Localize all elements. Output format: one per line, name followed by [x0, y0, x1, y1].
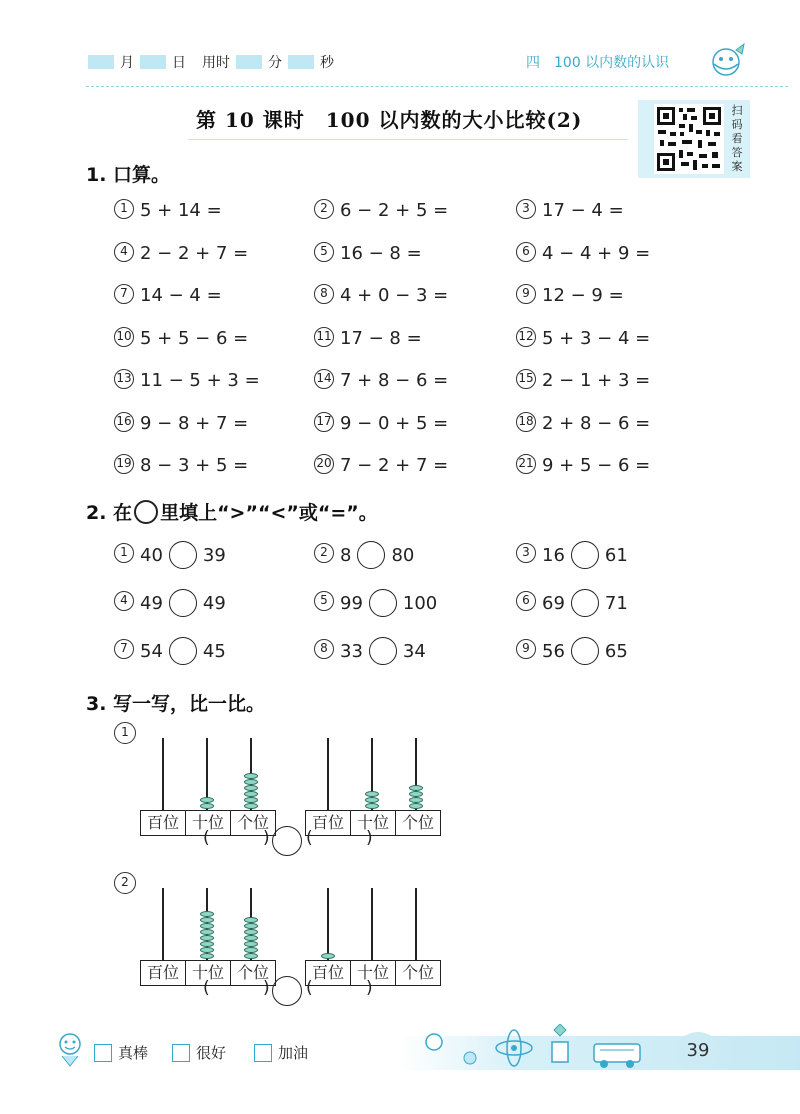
abacus-bead	[409, 785, 423, 791]
compare-right-value: 34	[402, 640, 426, 662]
rating-great[interactable]	[94, 1042, 148, 1063]
abacus-bead	[244, 797, 258, 803]
item-number: 18	[516, 412, 536, 432]
answer-circle[interactable]	[571, 589, 599, 617]
oral-calc-item	[114, 328, 248, 349]
compare-item	[516, 637, 628, 665]
question-2-title	[86, 498, 378, 525]
month-blank[interactable]	[88, 55, 114, 69]
time-used-label: 用时	[202, 55, 230, 71]
abacus-bead	[200, 797, 214, 803]
oral-calc-item	[314, 413, 448, 434]
item-number: 17	[314, 412, 334, 432]
rating-good-label: 很好	[196, 1044, 227, 1062]
abacus-bead	[200, 935, 214, 941]
footer-decoration-icons	[414, 1024, 664, 1070]
expression: 2 + 8 − 6 =	[542, 412, 651, 434]
item-number: 21	[516, 454, 536, 474]
place-value-labels	[305, 810, 441, 836]
qr-caption-char: 案	[731, 160, 743, 173]
place-value-label: 十位	[351, 811, 396, 835]
abacus-left	[140, 726, 276, 836]
abacus-bead	[200, 923, 214, 929]
rating-keep-going[interactable]	[254, 1042, 308, 1063]
qr-caption-char: 码	[731, 118, 743, 131]
day-label: 日	[172, 55, 186, 71]
rating-keep-going-label: 加油	[278, 1044, 309, 1062]
compare-left-value: 69	[542, 592, 565, 614]
expression: 7 + 8 − 6 =	[340, 370, 449, 391]
expression: 9 − 0 + 5 =	[340, 412, 449, 434]
item-number: 6	[516, 242, 536, 262]
page-number: 39	[676, 1032, 720, 1070]
day-blank[interactable]	[140, 55, 166, 69]
abacus-bead	[200, 941, 214, 947]
abacus-rod	[327, 888, 329, 960]
abacus-bead	[365, 803, 379, 809]
expression: 2 − 2 + 7 =	[140, 242, 249, 264]
circle-symbol	[134, 500, 158, 524]
expression: 14 − 4 =	[140, 285, 222, 306]
place-value-label: 十位	[186, 961, 231, 985]
place-value-label: 百位	[141, 961, 186, 985]
oral-calc-item	[516, 243, 650, 264]
abacus-bead	[244, 929, 258, 935]
compare-right-value: 61	[604, 544, 628, 566]
question-2-title-pre: 2. 在	[86, 502, 133, 524]
compare-left-value: 33	[340, 640, 363, 662]
item-number: 3	[516, 543, 536, 563]
abacus-bead	[200, 929, 214, 935]
item-number: 4	[114, 242, 134, 262]
oral-calc-item	[516, 455, 650, 476]
place-value-label: 个位	[401, 813, 434, 832]
compare-item	[314, 541, 414, 569]
lesson-title: 第 10 课时 100 以内数的大小比较(2)	[196, 108, 583, 132]
compare-item	[516, 541, 628, 569]
abacus-bead	[244, 773, 258, 779]
item-number: 2	[314, 543, 334, 563]
compare-right-value: 100	[402, 592, 438, 614]
abacus-bead	[365, 797, 379, 803]
place-value-label: 个位	[236, 813, 269, 832]
answer-paren-open: (	[306, 828, 313, 848]
answer-circle[interactable]	[571, 541, 599, 569]
expression: 17 − 4 =	[542, 200, 624, 221]
answer-circle[interactable]	[169, 637, 197, 665]
answer-circle[interactable]	[169, 589, 197, 617]
item-number: 1	[114, 199, 134, 219]
oral-calc-item	[114, 455, 248, 476]
expression: 4 − 4 + 9 =	[542, 242, 651, 264]
item-number: 9	[516, 284, 536, 304]
abacus-right	[305, 876, 441, 986]
answer-paren-open: (	[306, 978, 313, 998]
oral-calc-item	[314, 243, 422, 264]
rating-good-checkbox[interactable]	[172, 1044, 190, 1062]
item-number: 11	[314, 327, 334, 347]
second-label: 秒	[320, 55, 334, 71]
expression: 17 − 8 =	[340, 327, 422, 349]
answer-paren-open: (	[203, 828, 210, 848]
place-value-label: 个位	[401, 963, 434, 982]
expression: 16 − 8 =	[340, 242, 422, 264]
item-number: 5	[314, 242, 334, 262]
oral-calc-item	[314, 285, 448, 306]
rating-great-label: 真棒	[118, 1044, 149, 1062]
compare-left-value: 54	[140, 640, 163, 662]
oral-calc-item	[114, 285, 222, 306]
item-number: 19	[114, 454, 134, 474]
abacus-bead	[244, 941, 258, 947]
answer-paren-close: )	[263, 828, 270, 848]
qr-caption-char: 扫	[731, 104, 743, 117]
minute-label: 分	[268, 55, 282, 71]
rating-keep-going-checkbox[interactable]	[254, 1044, 272, 1062]
question-3-title: 3. 写一写，比一比。	[86, 693, 266, 715]
month-label: 月	[120, 55, 134, 71]
compare-answer-circle[interactable]	[272, 826, 302, 856]
item-number: 1	[114, 543, 134, 563]
expression: 2 − 1 + 3 =	[542, 370, 651, 391]
abacus-bead	[244, 785, 258, 791]
answer-circle[interactable]	[357, 541, 385, 569]
rating-great-checkbox[interactable]	[94, 1044, 112, 1062]
place-value-label: 百位	[306, 811, 351, 835]
abacus-bead	[200, 917, 214, 923]
title-underline	[188, 139, 628, 140]
compare-right-value: 65	[604, 640, 628, 662]
abacus-bead	[244, 779, 258, 785]
oral-calc-item	[314, 328, 422, 349]
oral-calc-item	[114, 200, 222, 221]
abacus-bead	[200, 947, 214, 953]
compare-right-value: 39	[202, 544, 226, 566]
abacus-rod	[162, 888, 164, 960]
question-2-title-post: 里填上“>”“<”或“=”。	[160, 502, 378, 524]
item-number: 15	[516, 369, 536, 389]
answer-circle[interactable]	[169, 541, 197, 569]
compare-left-value: 8	[340, 544, 352, 566]
compare-left-value: 56	[542, 640, 565, 662]
oral-calc-item	[314, 455, 448, 476]
rating-good[interactable]	[172, 1042, 226, 1063]
item-number: 5	[314, 591, 334, 611]
expression: 11 − 5 + 3 =	[140, 370, 260, 391]
minute-blank[interactable]	[236, 55, 262, 69]
abacus-rod	[327, 738, 329, 810]
abacus-bead	[244, 803, 258, 809]
oral-calc-item	[516, 285, 624, 306]
place-value-label: 个位	[236, 963, 269, 982]
compare-item	[114, 541, 226, 569]
answer-circle[interactable]	[571, 637, 599, 665]
compare-item	[114, 637, 226, 665]
item-number: 14	[314, 369, 334, 389]
abacus-bead	[409, 797, 423, 803]
item-number: 10	[114, 327, 134, 347]
compare-left-value: 40	[140, 544, 163, 566]
abacus-bead	[244, 923, 258, 929]
oral-calc-item	[114, 370, 260, 391]
item-number: 3	[516, 199, 536, 219]
expression: 8 − 3 + 5 =	[140, 455, 249, 476]
oral-calc-item	[516, 328, 650, 349]
place-value-labels	[305, 960, 441, 986]
expression: 5 + 14 =	[140, 200, 222, 221]
expression: 4 + 0 − 3 =	[340, 285, 449, 306]
oral-calc-item	[114, 413, 248, 434]
abacus-bead	[244, 791, 258, 797]
abacus-bead	[244, 935, 258, 941]
compare-item	[314, 637, 426, 665]
answer-circle[interactable]	[369, 637, 397, 665]
compare-right-value: 71	[604, 592, 628, 614]
item-number: 16	[114, 412, 134, 432]
oral-calc-item	[516, 413, 650, 434]
compare-left-value: 16	[542, 544, 565, 566]
abacus-bead	[321, 953, 335, 959]
abacus-bead	[244, 953, 258, 959]
second-blank[interactable]	[288, 55, 314, 69]
expression: 9 + 5 − 6 =	[542, 455, 651, 476]
compare-right-value: 45	[202, 640, 226, 662]
expression: 9 − 8 + 7 =	[140, 412, 249, 434]
expression: 12 − 9 =	[542, 285, 624, 306]
abacus-bead	[200, 953, 214, 959]
item-number: 7	[114, 284, 134, 304]
cartoon-mascot-icon	[706, 40, 750, 80]
oral-calc-item	[516, 370, 650, 391]
place-value-label: 十位	[351, 961, 396, 985]
qr-code-icon[interactable]	[654, 104, 724, 174]
abacus-rod	[162, 738, 164, 810]
item-number: 12	[516, 327, 536, 347]
expression: 7 − 2 + 7 =	[340, 455, 449, 476]
item-number: 7	[114, 639, 134, 659]
item-number: 8	[314, 639, 334, 659]
qr-caption	[728, 104, 746, 174]
compare-left-value: 99	[340, 592, 363, 614]
item-number: 6	[516, 591, 536, 611]
expression: 5 + 3 − 4 =	[542, 327, 651, 349]
compare-item	[314, 589, 437, 617]
abacus-bead	[200, 803, 214, 809]
place-value-label: 百位	[141, 811, 186, 835]
abacus-right	[305, 726, 441, 836]
compare-answer-circle[interactable]	[272, 976, 302, 1006]
answer-paren-close: )	[366, 978, 373, 998]
abacus-bead	[365, 791, 379, 797]
question-1-title: 1. 口算。	[86, 164, 171, 186]
date-time-record	[88, 52, 340, 72]
compare-left-value: 49	[140, 592, 163, 614]
abacus-bead	[244, 917, 258, 923]
oral-calc-item	[314, 370, 448, 391]
abacus-left	[140, 876, 276, 986]
item-number: 13	[114, 369, 134, 389]
compare-right-value: 80	[391, 544, 415, 566]
answer-paren-close: )	[263, 978, 270, 998]
item-number: 8	[314, 284, 334, 304]
abacus-bead	[200, 911, 214, 917]
answer-circle[interactable]	[369, 589, 397, 617]
header-divider	[86, 86, 788, 87]
abacus-bead	[244, 947, 258, 953]
place-value-label: 十位	[186, 811, 231, 835]
answer-paren-open: (	[203, 978, 210, 998]
unit-title: 四 100 以内数的认识	[526, 55, 670, 71]
expression: 5 + 5 − 6 =	[140, 327, 249, 349]
item-number: 20	[314, 454, 334, 474]
oral-calc-item	[114, 243, 248, 264]
compare-item	[114, 589, 226, 617]
abacus-rod	[415, 888, 417, 960]
answer-paren-close: )	[366, 828, 373, 848]
item-number: 1	[114, 722, 136, 744]
oral-calc-item	[314, 200, 448, 221]
oral-calc-item	[516, 200, 624, 221]
abacus-bead	[409, 791, 423, 797]
abacus-bead	[409, 803, 423, 809]
qr-caption-char: 看	[731, 132, 743, 145]
compare-item	[516, 589, 628, 617]
item-number: 2	[314, 199, 334, 219]
item-number: 2	[114, 872, 136, 894]
item-number: 4	[114, 591, 134, 611]
place-value-label: 百位	[306, 961, 351, 985]
cartoon-kid-icon	[52, 1030, 88, 1068]
expression: 6 − 2 + 5 =	[340, 200, 449, 221]
qr-caption-char: 答	[731, 146, 743, 159]
compare-right-value: 49	[202, 592, 226, 614]
abacus-rod	[371, 888, 373, 960]
item-number: 9	[516, 639, 536, 659]
